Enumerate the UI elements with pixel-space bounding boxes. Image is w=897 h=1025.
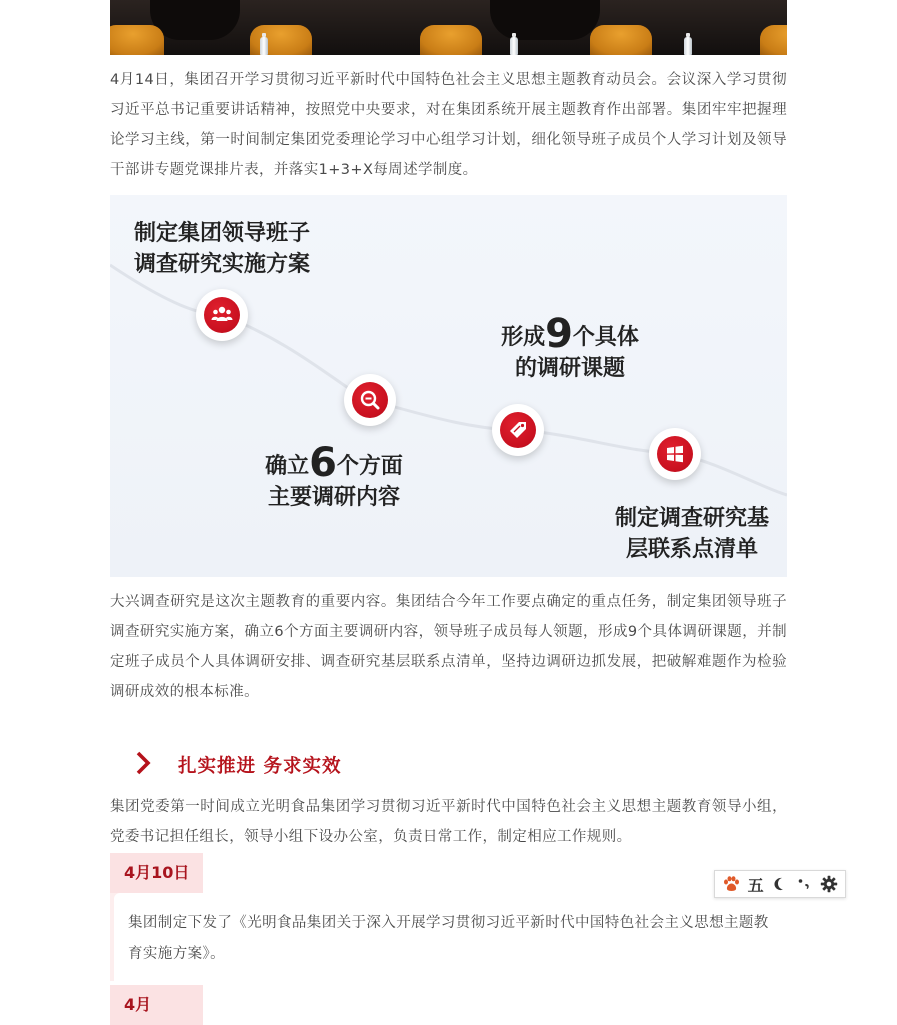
step2-line1 (234, 440, 434, 486)
step1-line1: 制定集团领导班子 (134, 221, 311, 246)
step1-label (134, 218, 310, 280)
photo-bottle (684, 37, 692, 55)
research-infographic (110, 195, 787, 577)
step4-line1: 制定调查研究基 (614, 506, 769, 531)
section-heading (110, 748, 787, 782)
timeline-card-text: 集团制定下发了《光明食品集团关于深入开展学习贯彻习近平新时代中国特色社会主义思想主题教育实施方案》。 (128, 915, 769, 962)
timeline-date-tab: 4月10日 (110, 853, 203, 893)
step4-line2: 层联系点清单 (625, 537, 758, 562)
windows-grid-icon (657, 436, 693, 472)
step1-node (196, 289, 248, 341)
step3-line1 (470, 311, 670, 357)
photo-figure (150, 0, 240, 40)
punctuation-icon[interactable] (793, 873, 815, 895)
meeting-photo (110, 0, 787, 55)
paragraph-research: 大兴调查研究是这次主题教育的重要内容。集团结合今年工作要点确定的重点任务，制定集团领导班子调查研究实施方案，确立6个方面主要调研内容，领导班子成员每人领题，形成9个具体调研课题，并制定班子成员个人具体调研安排、调查研究基层联系点清单，坚持边调研边抓发展，把破解难题作为检验调研成效的根本标准。 (110, 594, 787, 700)
photo-bottle (510, 37, 518, 55)
step2-number: 6 (309, 440, 337, 486)
step2-pre: 确立 (265, 454, 310, 479)
step3-node (492, 404, 544, 456)
gear-icon[interactable] (818, 873, 840, 895)
chevron-right-icon (134, 750, 154, 776)
step2-line2: 主要调研内容 (267, 485, 400, 510)
step3-label (470, 311, 670, 384)
step4-label (592, 503, 787, 565)
step2-label (234, 440, 434, 513)
moon-icon[interactable] (769, 873, 791, 895)
timeline-date-tab-next: 4月 (110, 985, 203, 1025)
paragraph-study-meeting: 4月14日，集团召开学习贯彻习近平新时代中国特色社会主义思想主题教育动员会。会议深入学习贯彻习近平总书记重要讲话精神，按照党中央要求，对在集团系统开展主题教育作出部署。集团牢牢把握理论学习主线，第一时间制定集团党委理论学习中心组学习计划，细化领导班子成员个人学习计划及领导干部讲专题党课排片表，并落实1+3+X每周述学制度。 (110, 72, 787, 178)
photo-figure (490, 0, 600, 40)
photo-seat (110, 25, 164, 55)
section-title: 扎实推进 务求实效 (178, 756, 342, 777)
photo-seat (590, 25, 652, 55)
timeline-card (110, 893, 787, 981)
step1-line2: 调查研究实施方案 (134, 252, 311, 277)
photo-bottle (260, 37, 268, 55)
step3-number: 9 (545, 311, 573, 357)
step4-node (649, 428, 701, 480)
paw-icon[interactable] (720, 873, 742, 895)
people-group-icon (204, 297, 240, 333)
wubi-input-icon[interactable]: 五 (747, 875, 764, 895)
step3-line2: 的调研课题 (514, 356, 625, 381)
step2-post: 个方面 (336, 454, 403, 479)
tag-icon (500, 412, 536, 448)
step3-pre: 形成 (501, 325, 546, 350)
ime-toolbar (714, 870, 846, 898)
photo-seat (760, 25, 787, 55)
step2-node (344, 374, 396, 426)
magnifier-icon (352, 382, 388, 418)
step3-post: 个具体 (572, 325, 639, 350)
paragraph-leading-group: 集团党委第一时间成立光明食品集团学习贯彻习近平新时代中国特色社会主义思想主题教育领导小组，党委书记担任组长，领导小组下设办公室，负责日常工作，制定相应工作规则。 (110, 799, 787, 845)
photo-seat (420, 25, 482, 55)
